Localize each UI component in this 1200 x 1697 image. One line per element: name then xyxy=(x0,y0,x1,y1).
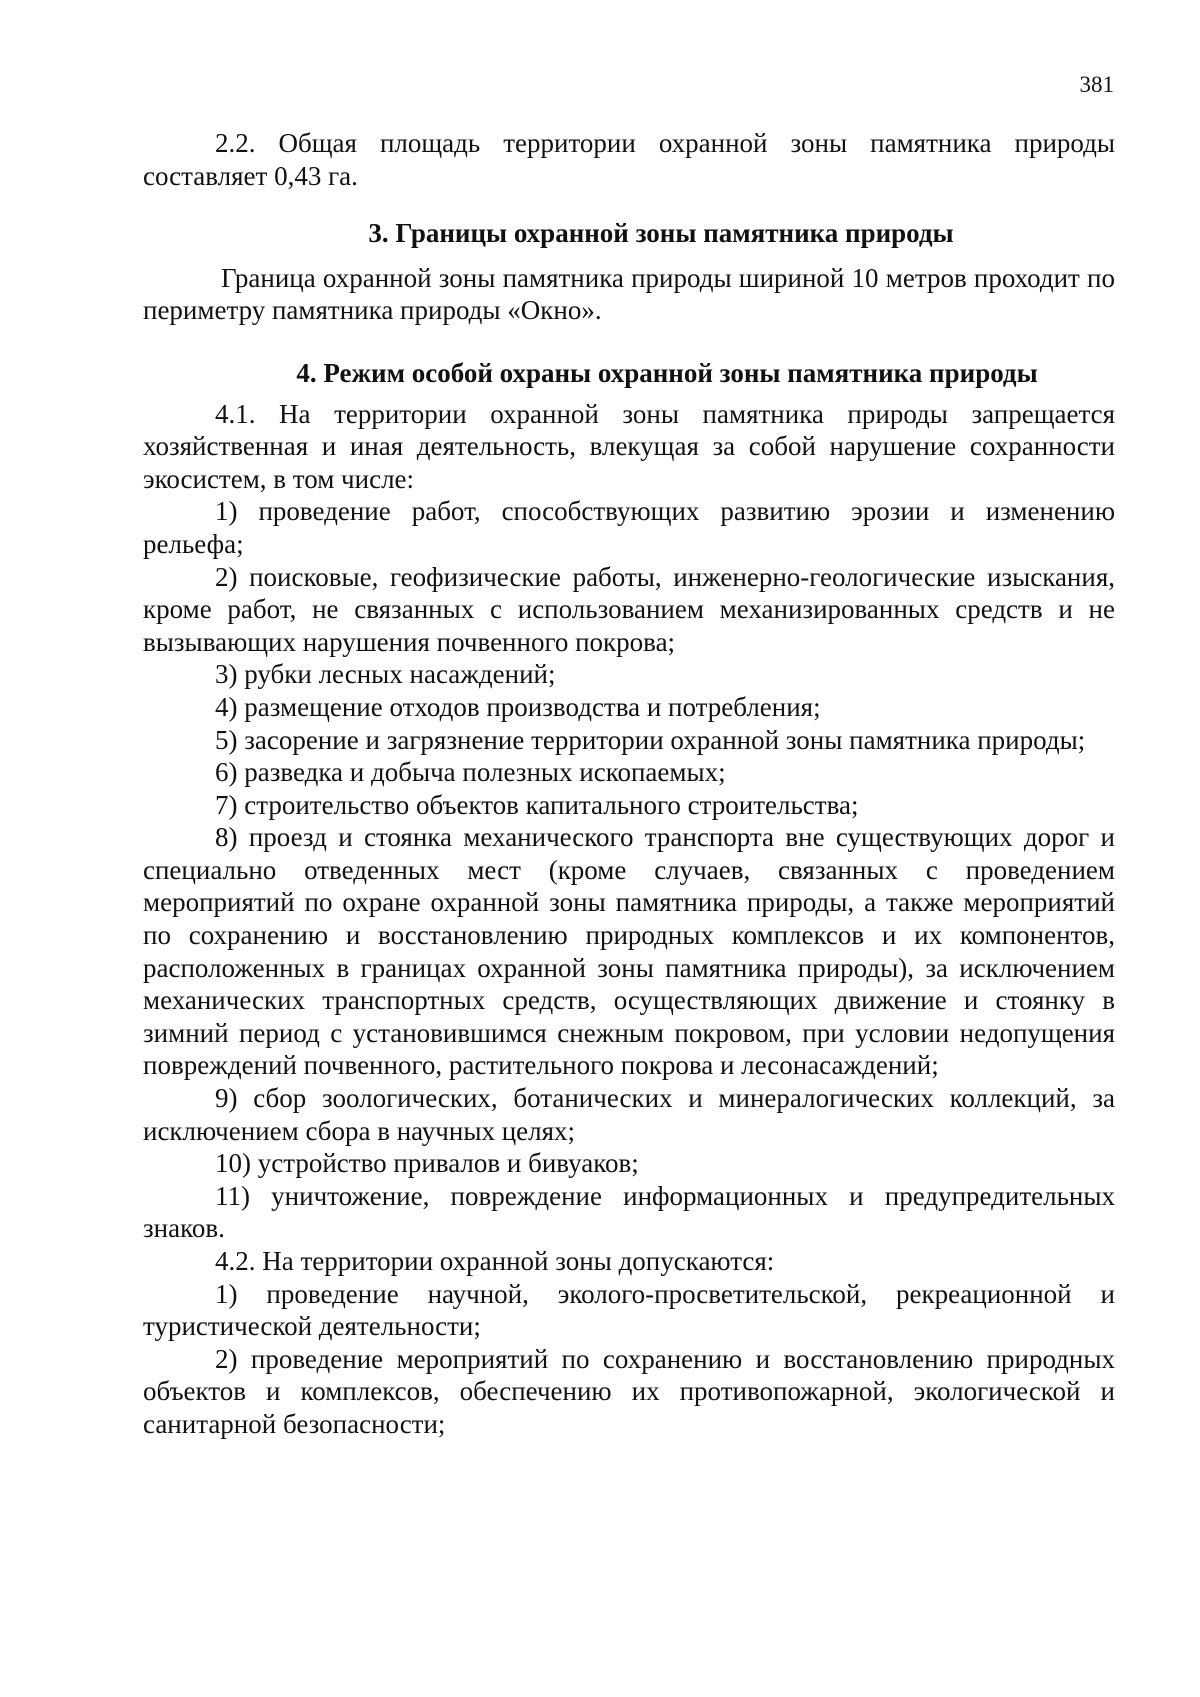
prohibited-item-3: 3) рубки лесных насаждений; xyxy=(215,659,556,690)
allowed-item-1: 1) проведение научной, эколого-просветительской, рекреационной и туристической деятельности; xyxy=(143,1278,1115,1342)
prohibited-item-8: 8) проезд и стоянка механического транспорта вне существующих дорог и специально отведенных мест (кроме случаев, связанных с проведением мероприятий по охране охранной зоны памятника природы, а также мероприятий по сохранению и восстановлению природных комплексов и их компонентов, расположенных в границах охранной зоны памятника природы), за исключением механических транспортных средств, осуществляющих движение и стоянку в зимний период с установившимся снежным покровом, при условии недопущения повреждений почвенного, растительного покрова и лесонасаждений; xyxy=(143,822,1115,1081)
page-number: 381 xyxy=(1079,72,1114,97)
section-3-heading: 3. Границы охранной зоны памятника природы xyxy=(368,218,954,249)
prohibited-item-7: 7) строительство объектов капитального строительства; xyxy=(215,789,859,820)
prohibited-item-5: 5) засорение и загрязнение территории охранной зоны памятника природы; xyxy=(215,724,1086,755)
prohibited-item-6: 6) разведка и добыча полезных ископаемых; xyxy=(215,757,726,788)
paragraph-4-2: 4.2. На территории охранной зоны допускаются: xyxy=(215,1246,775,1276)
page-content xyxy=(143,127,1115,1441)
prohibited-item-10: 10) устройство привалов и бивуаков; xyxy=(215,1148,639,1179)
prohibited-item-2: 2) поисковые, геофизические работы, инженерно-геологические изыскания, кроме работ, не связанных с использованием механизированных средств и не вызывающих нарушения почвенного покрова; xyxy=(143,561,1115,657)
paragraph-4-1: 4.1. На территории охранной зоны памятника природы запрещается хозяйственная и иная деятельность, влекущая за собой нарушение сохранности экосистем, в том числе: xyxy=(143,398,1115,494)
prohibited-item-1: 1) проведение работ, способствующих развитию эрозии и изменению рельефа; xyxy=(143,496,1115,559)
prohibited-item-11: 11) уничтожение, повреждение информационных и предупредительных знаков. xyxy=(143,1180,1115,1244)
paragraph-2-2: 2.2. Общая площадь территории охранной зоны памятника природы составляет 0,43 га. xyxy=(143,128,1115,191)
prohibited-item-9: 9) сбор зоологических, ботанических и минералогических коллекций, за исключением сбора в научных целях; xyxy=(143,1083,1115,1146)
prohibited-item-4: 4) размещение отходов производства и потребления; xyxy=(215,691,821,722)
section-4-heading: 4. Режим особой охраны охранной зоны памятника природы xyxy=(296,357,1038,388)
section-3-body: Граница охранной зоны памятника природы шириной 10 метров проходит по периметру памятника природы «Окно». xyxy=(143,262,1115,326)
allowed-item-2: 2) проведение мероприятий по сохранению и восстановлению природных объектов и комплексов, обеспечению их противопожарной, экологической и санитарной безопасности; xyxy=(143,1343,1115,1439)
